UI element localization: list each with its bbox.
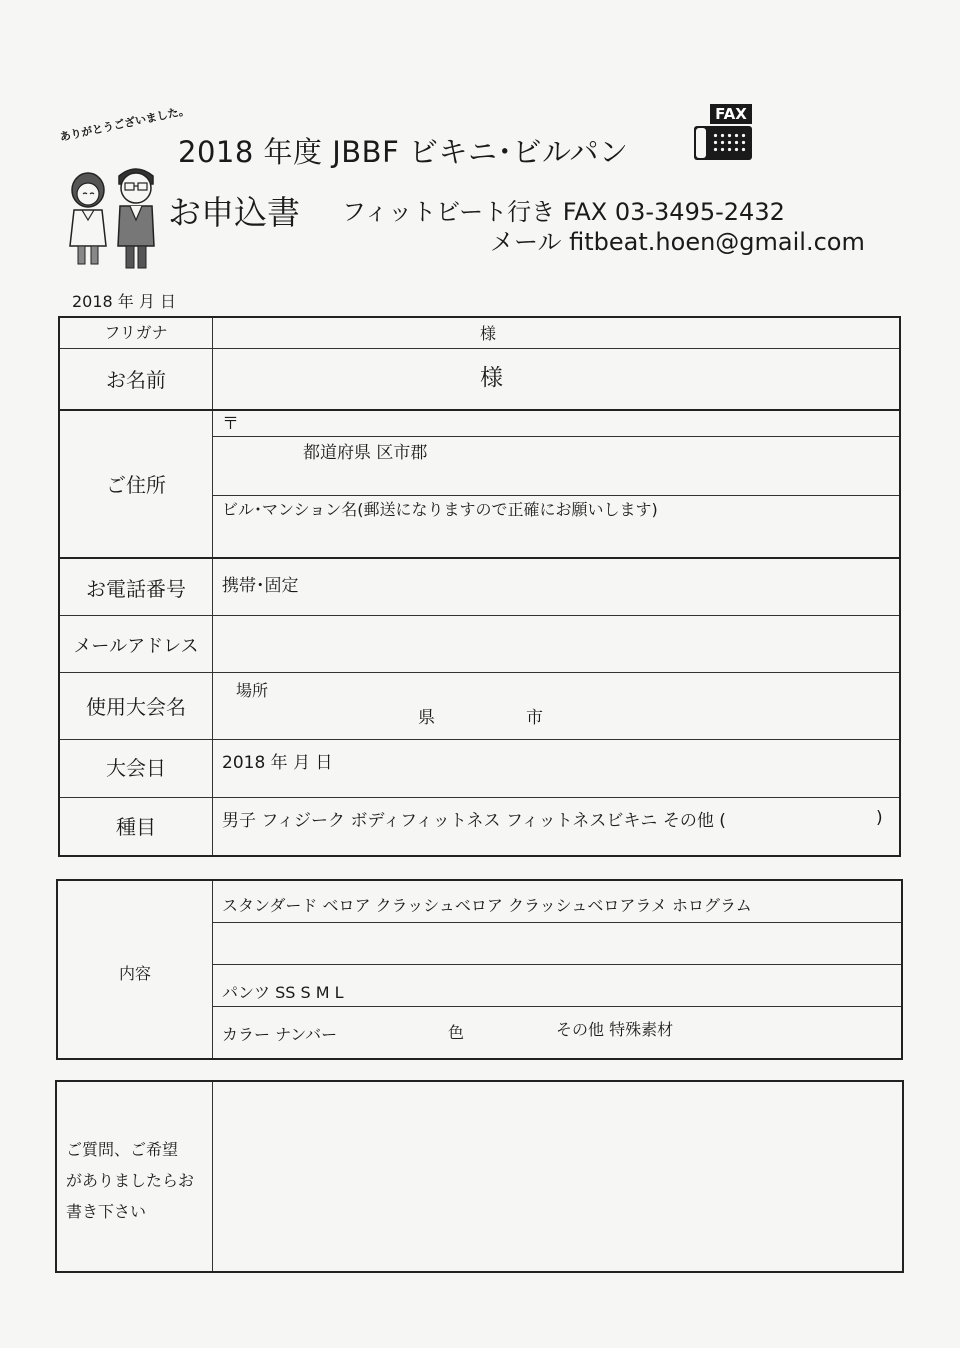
fax-badge: FAX: [710, 104, 752, 124]
event-date-label: 大会日: [106, 756, 166, 780]
name-suffix: 様: [480, 365, 503, 391]
fax-destination: フィットビート行き FAX 03-3495-2432: [342, 198, 785, 226]
event-name-label: 使用大会名: [86, 695, 186, 719]
thanks-text: ありがとうございました。: [58, 103, 191, 144]
phone-hint: 携帯･固定: [222, 576, 299, 596]
bowing-couple-illustration: [64, 160, 159, 272]
color-number: カラー ナンバー: [222, 1025, 338, 1044]
event-date-value: 2018 年 月 日: [222, 753, 333, 773]
pants-sizes: パンツ SS S M L: [222, 983, 344, 1002]
furigana-field[interactable]: [213, 318, 473, 346]
fax-machine-icon: [694, 104, 752, 160]
email-label: メールアドレス: [73, 636, 199, 657]
name-label: お名前: [106, 368, 166, 392]
content-blank-field[interactable]: [214, 924, 900, 962]
email-field[interactable]: [214, 617, 894, 670]
content-label: 内容: [118, 964, 151, 983]
event-place: 場所: [236, 681, 269, 700]
material-options: スタンダード ベロア クラッシュベロア クラッシュベロアラメ ホログラム: [222, 896, 752, 915]
form-subtitle: お申込書: [168, 193, 300, 232]
name-field[interactable]: [213, 350, 473, 406]
questions-label: ご質問、ご希望 がありましたらお 書き下さい: [66, 1140, 195, 1221]
form-date: 2018 年 月 日: [72, 292, 176, 311]
category-close: ): [876, 808, 883, 828]
category-options: 男子 フィジーク ボディフィットネス フィットネスビキニ その他 (: [222, 811, 726, 831]
color-other: その他 特殊素材: [556, 1020, 674, 1039]
prefecture-line: 都道府県 区市郡: [303, 443, 428, 463]
category-label: 種目: [116, 815, 156, 839]
postal-mark: 〒: [222, 414, 239, 434]
mail-address: メール fitbeat.hoen@gmail.com: [490, 228, 865, 256]
phone-label: お電話番号: [86, 577, 186, 601]
address-label: ご住所: [106, 473, 166, 497]
event-city: 市: [526, 708, 543, 728]
event-prefecture: 県: [418, 708, 435, 728]
questions-field[interactable]: [214, 1082, 902, 1271]
building-line: ビル･マンション名(郵送になりますので正確にお願いします): [222, 500, 658, 519]
furigana-suffix: 様: [480, 324, 497, 343]
color-word: 色: [448, 1023, 465, 1042]
form-title: 2018 年度 JBBF ビキニ･ビルパン: [178, 135, 629, 169]
furigana-label: フリガナ: [104, 323, 168, 342]
